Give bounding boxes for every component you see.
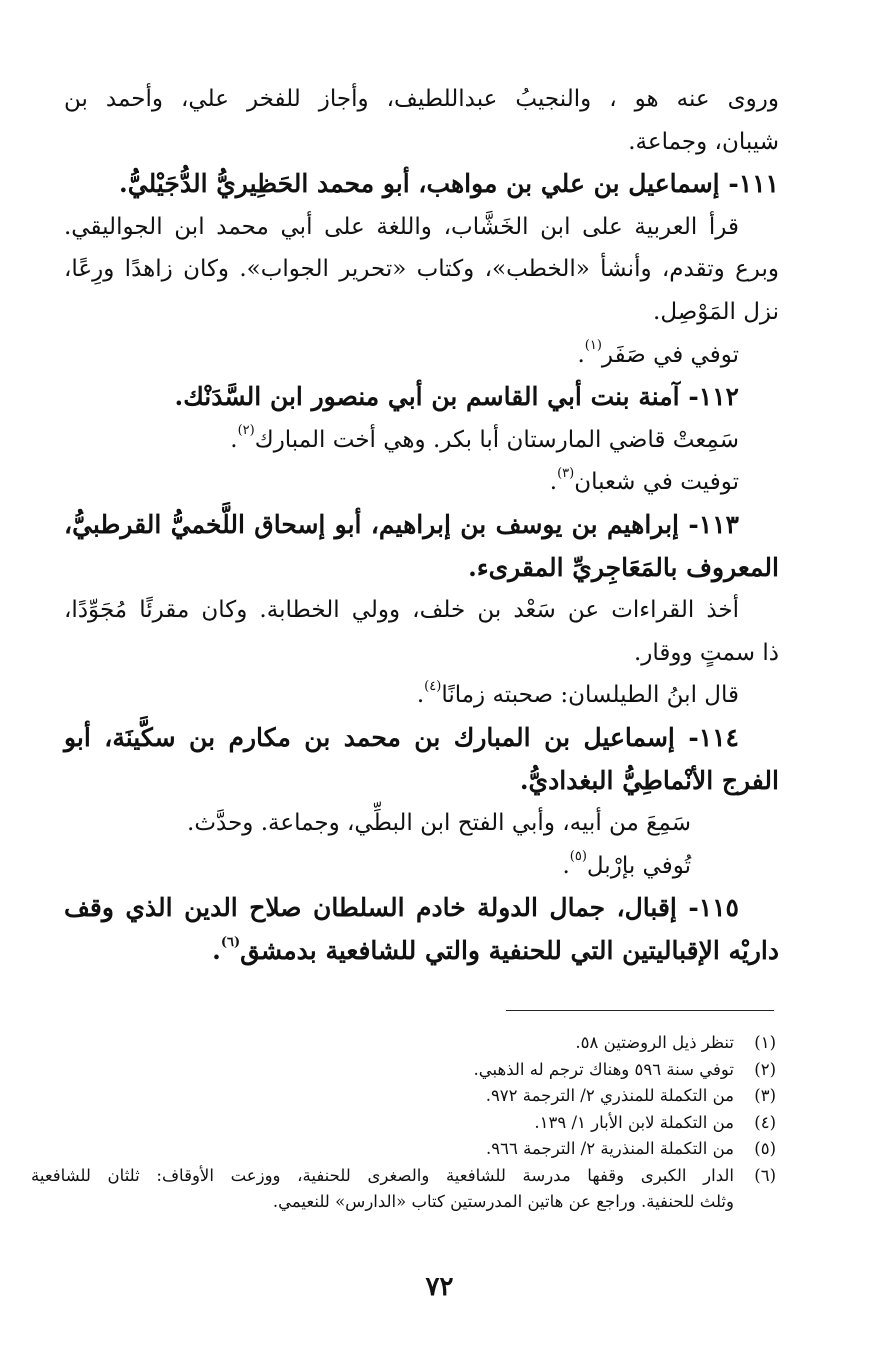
text-line — [64, 845, 779, 888]
text-line: وبرع وتقدم، وأنشأ «الخطب»، وكتاب «تحرير الجواب». وكان زاهدًا ورِعًا، — [64, 256, 779, 283]
footnotes — [31, 1030, 776, 1216]
footnote-ref[interactable]: (١) — [584, 337, 602, 353]
footnote-text: من التكملة لابن الأبار ١/ ١٣٩. — [534, 1112, 734, 1132]
footnote-number: (٤) — [754, 1112, 776, 1132]
text-line: شيبان، وجماعة. — [628, 128, 779, 155]
footnote-text: تنظر ذيل الروضتين ٥٨. — [575, 1033, 734, 1052]
text-segment: سَمِعتْ قاضي المارستان أبا بكر. وهي أخت المبارك — [254, 426, 739, 453]
text-segment: . — [416, 682, 425, 709]
entry-heading-113: ١١٣- إبراهيم بن يوسف بن إبراهيم، أبو إسحاق اللَّخميُّ القرطبيُّ، — [64, 509, 739, 539]
main-text — [64, 78, 779, 972]
text-segment: . — [577, 341, 585, 368]
text-line — [64, 674, 779, 717]
footnote-text: من التكملة للمنذري ٢/ الترجمة ٩٧٢. — [485, 1086, 734, 1105]
text-line: نزل المَوْصِل. — [653, 298, 779, 325]
text-line — [64, 334, 779, 377]
page-number: ٧٢ — [425, 1272, 454, 1302]
entry-heading-115-cont — [64, 930, 779, 973]
entry-heading-114-cont: الفرج الأنْماطِيُّ البغداديُّ. — [519, 765, 779, 795]
footnote-number: (٣) — [754, 1086, 776, 1105]
text-line: سَمِعَ من أبيه، وأبي الفتح ابن البطِّي، وجماعة. وحدَّث. — [187, 810, 691, 837]
text-line — [64, 419, 779, 462]
footnote-ref[interactable]: (٥) — [569, 849, 587, 865]
text-segment: . — [562, 852, 570, 879]
entry-heading-113-cont: المعروف بالمَعَاجِريِّ المقرىء. — [468, 552, 779, 582]
footnote-ref[interactable]: (٢) — [237, 423, 255, 439]
footnote — [31, 1030, 776, 1057]
footnote-text: الدار الكبرى وقفها مدرسة للشافعية والصغرى للحنفية، ووزعت الأوقاف: ثلثان للشافعية — [31, 1165, 734, 1185]
entry-heading-115: ١١٥- إقبال، جمال الدولة خادم السلطان صلاح الدين الذي وقف — [64, 893, 739, 923]
text-segment: . — [212, 935, 221, 965]
footnote-text: من التكملة المنذرية ٢/ الترجمة ٩٦٦. — [486, 1139, 734, 1158]
footnote — [31, 1110, 776, 1137]
entry-heading-112: ١١٢- آمنة بنت أبي القاسم بن أبي منصور ابن السَّدَنْك. — [174, 382, 739, 412]
footnote — [31, 1057, 776, 1084]
text-line: وروى عنه هو ، والنجيبُ عبداللطيف، وأجاز للفخر علي، وأحمد بن — [64, 86, 779, 112]
text-segment: داريْه الإقباليتين التي للحنفية والتي للشافعية بدمشق — [240, 935, 779, 965]
text-segment: تُوفي بإرْبل — [586, 852, 691, 879]
footnote-text: توفي سنة ٥٩٦ وهناك ترجم له الذهبي. — [473, 1059, 734, 1079]
footnote-number: (١) — [754, 1033, 776, 1052]
footnote-ref[interactable]: (٤) — [424, 678, 442, 694]
text-line: أخذ القراءات عن سَعْد بن خلف، وولي الخطابة. وكان مقرئًا مُجَوِّدًا، — [64, 597, 739, 624]
text-line: ذا سمتٍ ووقار. — [633, 639, 779, 666]
text-segment: توفي في صَفَر — [601, 341, 739, 368]
entry-heading-114: ١١٤- إسماعيل بن المبارك بن محمد بن مكارم بن سكَّينَة، أبو — [64, 722, 739, 752]
footnote-number: (٢) — [754, 1059, 776, 1079]
text-segment: . — [549, 469, 558, 496]
text-segment: . — [230, 426, 238, 453]
text-line: قرأ العربية على ابن الخَشَّاب، واللغة على أبي محمد ابن الجواليقي. — [64, 213, 739, 240]
footnote-text-cont: وثلث للحنفية. وراجع عن هاتين المدرستين كتاب «الدارس» للنعيمي. — [272, 1192, 734, 1211]
text-segment: توفيت في شعبان — [574, 469, 739, 496]
footnote — [31, 1083, 776, 1110]
footnote-number: (٥) — [754, 1139, 776, 1158]
footnote-ref[interactable]: (٦) — [220, 934, 241, 950]
footnote-number: (٦) — [754, 1165, 776, 1185]
text-segment: قال ابنُ الطيلسان: صحبته زمانًا — [441, 682, 739, 709]
footnote-ref[interactable]: (٣) — [557, 465, 575, 481]
entry-heading-111: ١١١- إسماعيل بن علي بن مواهب، أبو محمد الحَظِيريُّ الدُّجَيْليُّ. — [119, 169, 779, 199]
footnote — [31, 1163, 776, 1190]
footnote — [31, 1136, 776, 1163]
text-line — [64, 461, 779, 504]
footnote-divider — [506, 1010, 774, 1011]
